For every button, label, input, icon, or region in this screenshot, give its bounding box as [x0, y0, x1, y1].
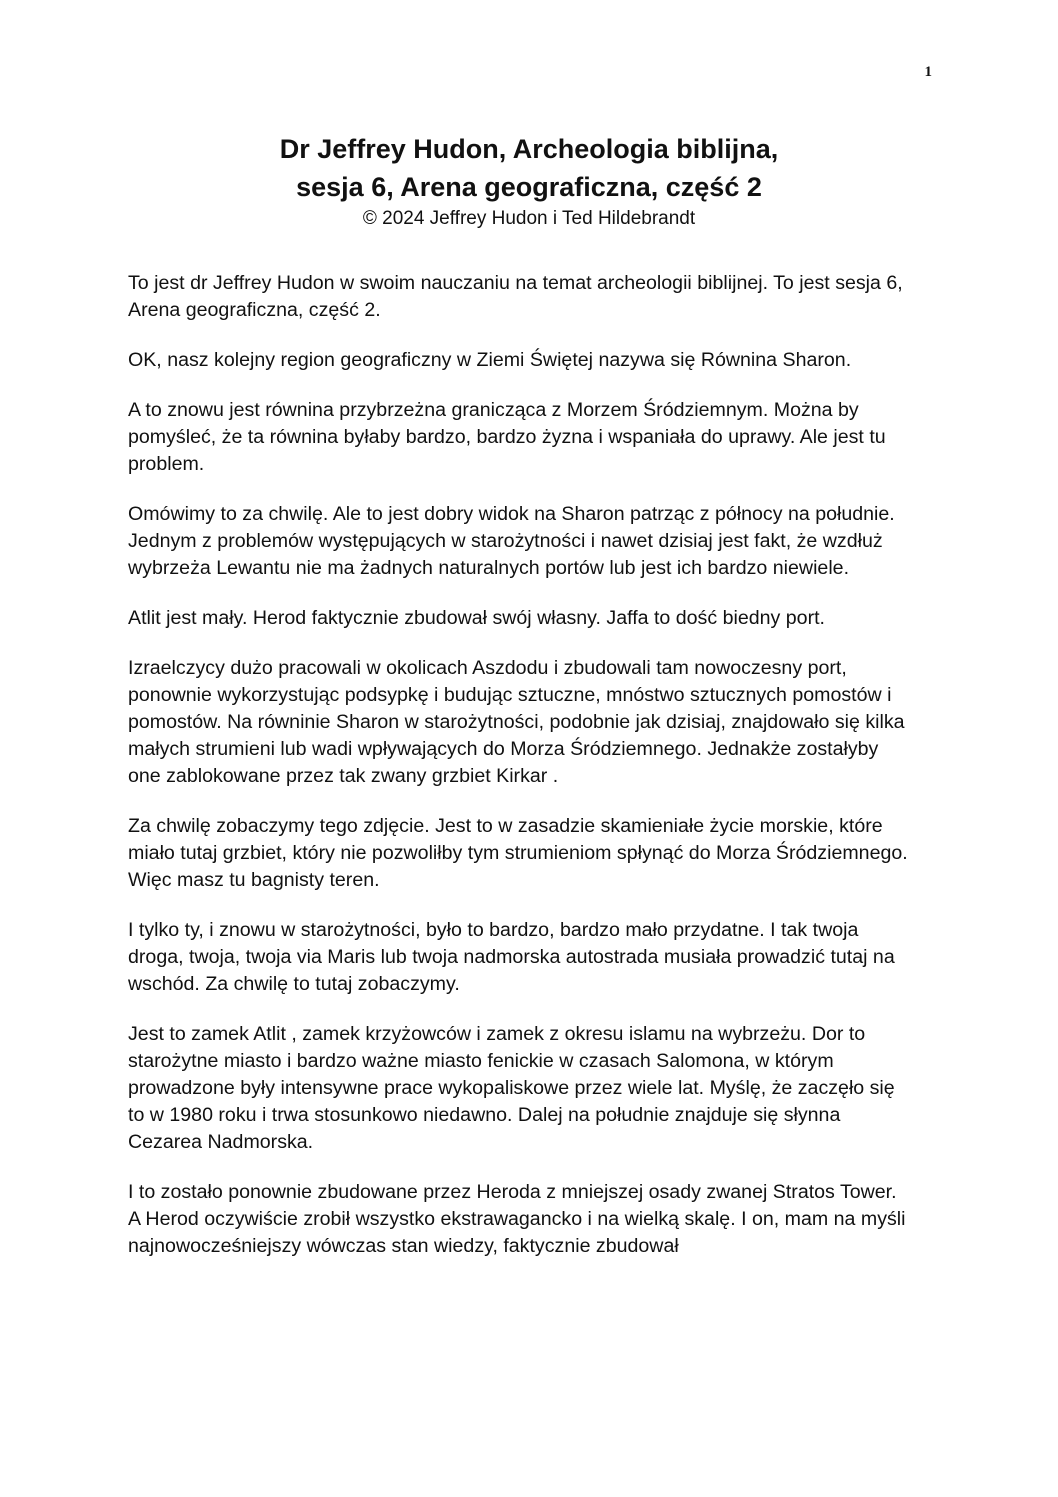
copyright-notice: © 2024 Jeffrey Hudon i Ted Hildebrandt — [362, 208, 696, 229]
paragraph: I to zostało ponownie zbudowane przez Heroda z mniejszej osady zwanej Stratos Tower. A Herod oczywiście zrobił wszystko ekstrawagancko i na wielką skalę. I on, mam na myśli najnowocześniejszy wówczas stan wiedzy, faktycznie zbudował — [128, 1181, 906, 1257]
paragraph: Jest to zamek Atlit , zamek krzyżowców i zamek z okresu islamu na wybrzeżu. Dor to starożytne miasto i bardzo ważne miasto fenickie w czasach Salomona, w którym prowadzone były intensywne prace wykopaliskowe przez wiele lat. Myślę, że zaczęło się to w 1980 roku i trwa stosunkowo niedawno. Dalej na południe znajduje się słynna Cezarea Nadmorska. — [128, 1023, 895, 1153]
paragraph: Izraelczycy dużo pracowali w okolicach Aszdodu i zbudowali tam nowoczesny port, ponownie wykorzystując podsypkę i budując sztuczne, mnóstwo sztucznych pomostów i pomostów. Na równinie Sharon w starożytności, podobnie jak dzisiaj, znajdowało się kilka małych strumieni lub wadi wpływających do Morza Śródziemnego. Jednakże zostałyby one zablokowane przez tak zwany grzbiet Kirkar . — [128, 657, 905, 787]
page-number: 1 — [924, 64, 932, 80]
paragraph: Omówimy to za chwilę. Ale to jest dobry widok na Sharon patrząc z północy na południe. Jednym z problemów występujących w starożytności i nawet dzisiaj jest fakt, że wzdłuż wybrzeża Lewantu nie ma żadnych naturalnych portów lub jest ich bardzo niewiele. — [128, 503, 895, 579]
document-title-line-1: Dr Jeffrey Hudon, Archeologia biblijna, — [279, 134, 779, 164]
paragraph: To jest dr Jeffrey Hudon w swoim nauczaniu na temat archeologii biblijnej. To jest sesja 6, Arena geograficzna, część 2. — [128, 272, 903, 321]
document-header — [0, 130, 1058, 232]
paragraph: OK, nasz kolejny region geograficzny w Ziemi Świętej nazywa się Równina Sharon. — [128, 349, 852, 371]
document-body — [128, 270, 908, 1283]
paragraph: Za chwilę zobaczymy tego zdjęcie. Jest to w zasadzie skamieniałe życie morskie, które miało tutaj grzbiet, który nie pozwoliłby tym strumieniom spłynąć do Morza Śródziemnego. Więc masz tu bagnisty teren. — [128, 815, 908, 891]
paragraph: I tylko ty, i znowu w starożytności, było to bardzo, bardzo mało przydatne. I tak twoja droga, twoja, twoja via Maris lub twoja nadmorska autostrada musiała prowadzić tutaj na wschód. Za chwilę to tutaj zobaczymy. — [128, 919, 895, 995]
paragraph: A to znowu jest równina przybrzeżna granicząca z Morzem Śródziemnym. Można by pomyśleć, że ta równina byłaby bardzo, bardzo żyzna i wspaniała do uprawy. Ale jest tu problem. — [128, 399, 886, 475]
paragraph: Atlit jest mały. Herod faktycznie zbudował swój własny. Jaffa to dość biedny port. — [128, 607, 825, 629]
document-title-line-2: sesja 6, Arena geograficzna, część 2 — [296, 172, 762, 202]
